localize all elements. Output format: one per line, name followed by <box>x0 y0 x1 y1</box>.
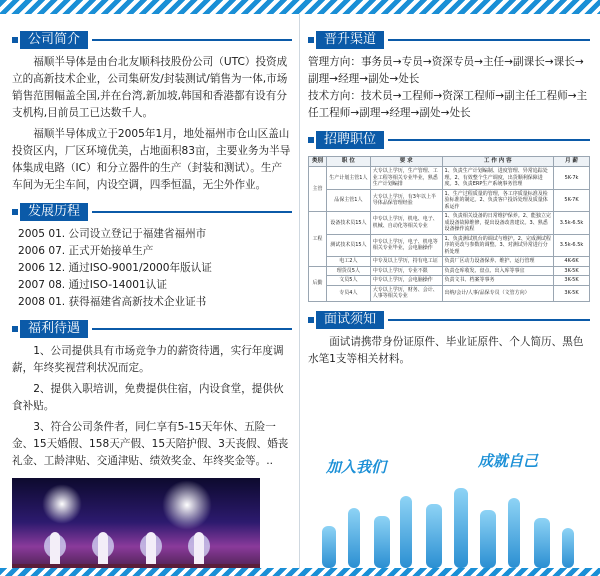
right-column <box>308 22 590 568</box>
jumping-figure <box>508 498 520 568</box>
history-item: 2007 08. 通过ISO-14001认证 <box>18 279 167 291</box>
join-us-graphic <box>308 450 590 568</box>
section-title: 公司简介 <box>20 31 88 49</box>
table-row <box>309 285 590 301</box>
section-header-history <box>12 202 292 222</box>
history-item: 2006 12. 通过ISO-9001/2000年版认证 <box>18 262 212 274</box>
dancer-figure <box>146 532 156 566</box>
requirement-cell: 中专以上学历，电子、机电等相关专业毕业，会电脑操作 <box>370 234 442 257</box>
requirement-cell: 中专以上学历，专业不限 <box>370 266 442 276</box>
position-cell: 理货员5人 <box>326 266 370 276</box>
jumping-figure <box>322 526 336 568</box>
management-path: 管理方向：事务员→专员→资深专员→主任→副课长→课长→副理→经理→副处→处长 <box>308 56 584 85</box>
company-paragraph: 福顺半导体成立于2005年1月，地处福州市仓山区盖山投资区内，厂区环境优美，占地面积83亩，主要业务为半导体集成电路（IC）和分立器件的生产（封装和测试）。生产车间为无尘车间，内设空调，四季恒温，无尘外作业。 <box>12 128 291 191</box>
benefits-paragraph: 2、提供入职培训，免费提供住宿，内设食堂，提供伙食补贴。 <box>12 383 284 412</box>
history-item: 2005 01. 公司设立登记于福建省福州市 <box>18 228 207 240</box>
duty-cell: 1、负责测试机台的调试与维护。2、完成测试程序的更改与参数的调整。3、对测试异常进行分析处理 <box>442 234 554 257</box>
column-header: 月 薪 <box>554 157 590 167</box>
jumping-figure <box>374 516 390 568</box>
salary-cell: 3K-5K <box>554 276 590 286</box>
jumping-figure <box>400 496 412 568</box>
column-header: 类别 <box>309 157 327 167</box>
position-cell: 品保主管1人 <box>326 189 370 212</box>
jumping-figure <box>454 488 468 568</box>
position-cell: 电工2人 <box>326 257 370 267</box>
section-header-promotion <box>308 30 590 50</box>
bullet-square-icon <box>308 37 314 43</box>
section-title: 发展历程 <box>20 203 88 221</box>
history-item: 2008 01. 获得福建省高新技术企业证书 <box>18 296 207 308</box>
left-column <box>12 22 292 568</box>
section-title: 晋升渠道 <box>316 31 384 49</box>
bullet-square-icon <box>12 37 18 43</box>
bullet-square-icon <box>12 326 18 332</box>
jumping-figure <box>562 528 574 568</box>
jobs-table <box>308 156 590 302</box>
table-row <box>309 234 590 257</box>
dancer-figure <box>194 532 204 566</box>
technical-path: 技术方向：技术员→工程师→资深工程师→副主任工程师→主任工程师→副理→经理→副处→处长 <box>308 90 588 119</box>
jumping-figure <box>534 518 550 568</box>
bullet-square-icon <box>308 317 314 323</box>
stage-performance-photo <box>12 478 260 576</box>
duty-cell: 负责厂区动力设备保养、维护、运行管理 <box>442 257 554 267</box>
position-cell: 设备技术员15人 <box>326 212 370 235</box>
column-header: 要 求 <box>370 157 442 167</box>
jumping-figure <box>348 508 360 568</box>
duty-cell: 负责文书、档案等事务 <box>442 276 554 286</box>
section-header-interview <box>308 310 590 330</box>
section-rule <box>92 328 292 330</box>
requirement-cell: 中专及以上学历，持有电工证 <box>370 257 442 267</box>
dancer-figure <box>50 532 60 566</box>
top-stripe <box>0 0 600 14</box>
salary-cell: 3.5k-6.5k <box>554 234 590 257</box>
slogan-left: 加入我们 <box>326 458 387 476</box>
table-row <box>309 167 590 190</box>
column-divider <box>299 14 300 568</box>
salary-cell: 4K-6K <box>554 257 590 267</box>
section-rule <box>388 39 590 41</box>
table-row <box>309 189 590 212</box>
requirement-cell: 大专以上学历，财务、会计、人事等相关专业 <box>370 285 442 301</box>
stage-light <box>162 480 212 530</box>
section-header-company <box>12 30 292 50</box>
slogan-right: 成就自己 <box>478 452 539 470</box>
duty-cell: 1、生产过程质量的管理，各工序质量标准及检验标准的制定。2、负责客户投诉处理及质量体系运作 <box>442 189 554 212</box>
requirement-cell: 中专以上学历，会电脑操作 <box>370 276 442 286</box>
section-title: 招聘职位 <box>316 131 384 149</box>
salary-cell: 3.5k-6.5k <box>554 212 590 235</box>
requirement-cell: 大专以上学历，有3年以上半导体品保管理经验 <box>370 189 442 212</box>
duty-cell: 出纳/会计/人事/品保专员（文管方向） <box>442 285 554 301</box>
table-row <box>309 212 590 235</box>
jumping-figure <box>480 510 496 568</box>
history-list <box>12 226 292 311</box>
salary-cell: 3K-5K <box>554 266 590 276</box>
category-cell: 后勤 <box>309 266 327 301</box>
category-cell: 工程 <box>309 212 327 267</box>
table-row <box>309 276 590 286</box>
salary-cell: 5K-7k <box>554 167 590 190</box>
jumping-figure <box>426 504 442 568</box>
section-header-jobs <box>308 130 590 150</box>
stage-light <box>42 484 82 524</box>
section-rule <box>92 211 292 213</box>
section-rule <box>92 39 292 41</box>
interview-text: 面试请携带身份证原件、毕业证原件、个人简历、黑色水笔1支等相关材料。 <box>308 335 584 365</box>
duty-cell: 1、负责生产计划编制、进度管理、异常追踪处理。2、有效整个生产调度，出货顺利保障进度。3、负责ERP生产系统事务管理 <box>442 167 554 190</box>
requirement-cell: 大专以上学历，生产管理、工业工程等相关专业毕业，熟悉生产计划编排 <box>370 167 442 190</box>
requirement-cell: 中专以上学历，机电、电子、机械、自动化等相关专业 <box>370 212 442 235</box>
benefits-paragraph: 1、公司提供具有市场竞争力的薪资待遇，实行年度调薪，年终奖视营利状况而定。 <box>12 345 284 374</box>
category-cell: 主管 <box>309 167 327 212</box>
history-item: 2006 07. 正式开始接单生产 <box>18 245 154 257</box>
position-cell: 文员5人 <box>326 276 370 286</box>
duty-cell: 负责仓库收发、盘点、出入库等事宜 <box>442 266 554 276</box>
position-cell: 测试技术员15人 <box>326 234 370 257</box>
column-header: 工 作 内 容 <box>442 157 554 167</box>
section-title: 福利待遇 <box>20 320 88 338</box>
table-row <box>309 266 590 276</box>
position-cell: 生产计划主管1人 <box>326 167 370 190</box>
salary-cell: 3K-5K <box>554 285 590 301</box>
bullet-square-icon <box>12 209 18 215</box>
salary-cell: 5K-7K <box>554 189 590 212</box>
section-title: 面试须知 <box>316 311 384 329</box>
benefits-paragraph: 3、符合公司条件者，同仁享有5-15天年休、五险一金、15天婚假、158天产假、15天陪护假、3天丧假、婚丧礼金、工龄津贴、交通津贴、绩效奖金、年终奖金等。.. <box>12 421 289 467</box>
section-rule <box>388 319 590 321</box>
bottom-stripe <box>0 568 600 576</box>
section-header-benefits <box>12 319 292 339</box>
column-header: 职 位 <box>326 157 370 167</box>
table-row <box>309 257 590 267</box>
duty-cell: 1、负责相关设备的日常维护保养。2、能独立完成设备故障维修，提出设备改善建议。3、熟悉设备操作流程 <box>442 212 554 235</box>
section-rule <box>388 139 590 141</box>
dancer-figure <box>98 532 108 566</box>
position-cell: 专员4人 <box>326 285 370 301</box>
jobs-header-row <box>309 157 590 167</box>
company-paragraph: 福顺半导体是由台北友顺科技股份公司（UTC）投资成立的高新技术企业，公司集研发/封装测试/销售为一体,市场销售范围幅盖全国,并在台湾,新加坡,韩国和香港都有设有分支机构,目前员工已达数千人。 <box>12 56 288 119</box>
bullet-square-icon <box>308 137 314 143</box>
